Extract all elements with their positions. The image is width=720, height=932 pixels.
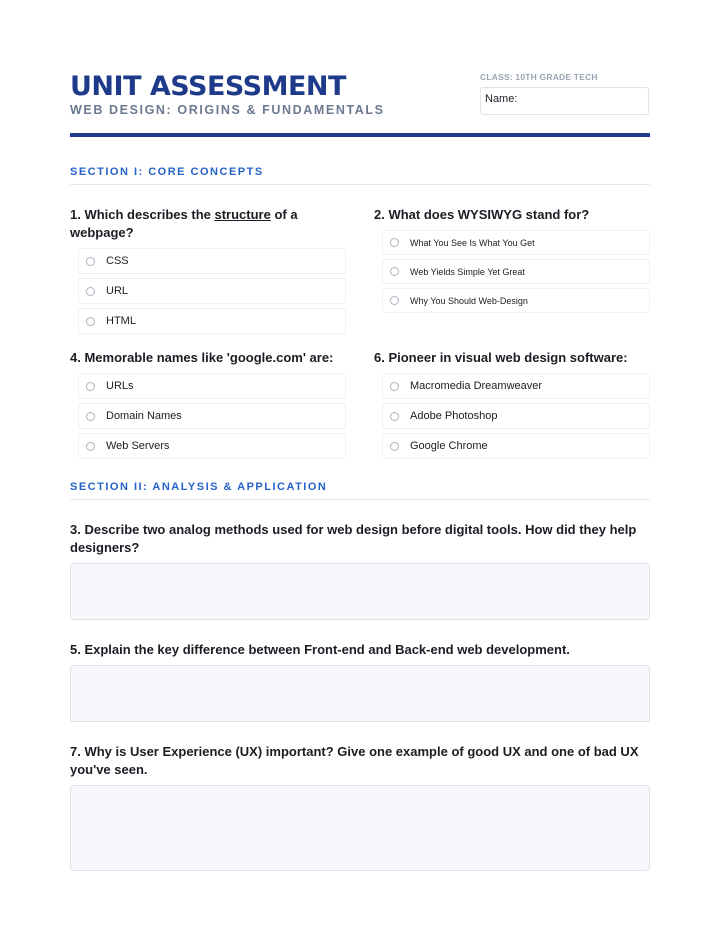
radio-icon[interactable] (86, 257, 95, 266)
question-1-text: 1. Which describes the structure of a webpage? (70, 207, 298, 240)
radio-icon[interactable] (86, 442, 95, 451)
question-6-options (382, 373, 650, 459)
question-2-option-1[interactable]: What You See Is What You Get (382, 230, 650, 255)
section-2-heading: SECTION II: ANALYSIS & APPLICATION (70, 481, 650, 500)
class-label: CLASS: 10TH GRADE TECH (480, 72, 598, 82)
question-4 (70, 349, 346, 459)
radio-icon[interactable] (390, 238, 399, 247)
header-divider (70, 133, 650, 137)
question-2-options (382, 230, 650, 313)
radio-icon[interactable] (390, 382, 399, 391)
question-2-text: 2. What does WYSIWYG stand for? (374, 207, 590, 222)
question-5-answer-box[interactable] (70, 665, 650, 722)
question-6-option-2[interactable]: Adobe Photoshop (382, 403, 650, 429)
name-field[interactable] (480, 87, 649, 115)
question-5-text: 5. Explain the key difference between Front-end and Back-end web development. (70, 642, 570, 657)
question-6 (374, 349, 650, 459)
name-field-label: Name: (485, 93, 518, 105)
question-1-emphasis: structure (214, 207, 271, 222)
question-6-option-1[interactable]: Macromedia Dreamweaver (382, 373, 650, 399)
page-title: UNIT ASSESSMENT (70, 71, 346, 102)
question-7-answer-box[interactable] (70, 785, 650, 871)
question-1 (70, 206, 346, 334)
radio-icon[interactable] (390, 412, 399, 421)
radio-icon[interactable] (390, 296, 399, 305)
question-3 (70, 521, 650, 557)
question-1-option-2[interactable]: URL (78, 278, 346, 304)
question-4-option-2[interactable]: Domain Names (78, 403, 346, 429)
question-1-options (78, 248, 346, 334)
radio-icon[interactable] (86, 317, 95, 326)
question-1-option-1[interactable]: CSS (78, 248, 346, 274)
question-5 (70, 641, 650, 659)
question-7 (70, 743, 650, 779)
question-3-text: 3. Describe two analog methods used for web design before digital tools. How did they help designers? (70, 522, 637, 555)
radio-icon[interactable] (390, 442, 399, 451)
radio-icon[interactable] (86, 382, 95, 391)
question-4-option-3[interactable]: Web Servers (78, 433, 346, 459)
question-4-options (78, 373, 346, 459)
question-3-answer-box[interactable] (70, 563, 650, 620)
question-4-text: 4. Memorable names like 'google.com' are: (70, 350, 334, 365)
question-2-option-3[interactable]: Why You Should Web-Design (382, 288, 650, 313)
question-2-option-2[interactable]: Web Yields Simple Yet Great (382, 259, 650, 284)
question-7-text: 7. Why is User Experience (UX) important? Give one example of good UX and one of bad UX you've seen. (70, 744, 639, 777)
question-4-option-1[interactable]: URLs (78, 373, 346, 399)
question-6-text: 6. Pioneer in visual web design software: (374, 350, 628, 365)
page-header (70, 70, 650, 130)
radio-icon[interactable] (86, 287, 95, 296)
radio-icon[interactable] (390, 267, 399, 276)
question-2 (374, 206, 650, 313)
radio-icon[interactable] (86, 412, 95, 421)
section-1-heading: SECTION I: CORE CONCEPTS (70, 166, 650, 185)
question-1-option-3[interactable]: HTML (78, 308, 346, 334)
page-subtitle: WEB DESIGN: ORIGINS & FUNDAMENTALS (70, 103, 385, 117)
question-6-option-3[interactable]: Google Chrome (382, 433, 650, 459)
